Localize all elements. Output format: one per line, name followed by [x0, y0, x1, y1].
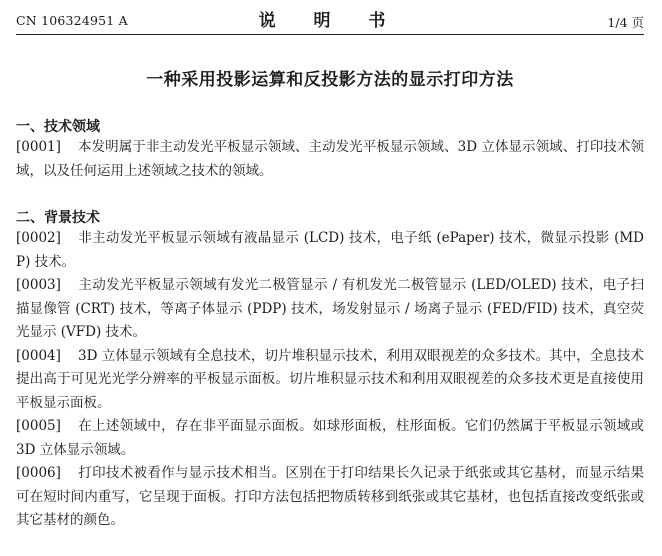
patent-number: CN 106324951 A — [16, 13, 128, 28]
paragraph-number: [0002] — [16, 230, 61, 246]
page-number: 1/4 页 — [607, 15, 644, 30]
paragraph-text: 3D 立体显示领域有全息技术，切片堆积显示技术，利用双眼视差的众多技术。其中，全息技术提出高于可见光光学分辨率的平板显示面板。切片堆积显示技术和利用双眼视差的众多技术更是直接使用平板显示面板。 — [16, 347, 644, 411]
paragraph — [16, 136, 644, 183]
paragraph-number: [0001] — [16, 139, 61, 155]
paragraph — [16, 227, 644, 274]
paragraph-number: [0004] — [16, 347, 61, 364]
page-header — [16, 0, 644, 35]
paragraph-number: [0003] — [16, 277, 61, 293]
paragraph — [16, 462, 644, 533]
paragraph — [16, 345, 644, 416]
paragraph — [16, 415, 644, 462]
paragraph-number: [0006] — [16, 465, 61, 481]
paragraph-text: 主动发光平板显示领域有发光二极管显示 / 有机发光二极管显示 (LED/OLED) 技术，电子扫描显像管 (CRT) 技术，等离子体显示 (PDP) 技术，场发射显示 / 场离子显示 (FED/FID) 技术，真空荧光显示 (VFD) 技术。 — [16, 277, 644, 340]
document-type-title: 说 明 书 — [258, 11, 402, 31]
paragraph-text: 在上述领域中，存在非平面显示面板。如球形面板，柱形面板。它们仍然属于平板显示领域或 3D 立体显示领域。 — [16, 418, 644, 458]
paragraph-number: [0005] — [16, 418, 61, 434]
paragraph — [16, 274, 644, 345]
invention-title: 一种采用投影运算和反投影方法的显示打印方法 — [146, 70, 514, 90]
section-heading-background: 二、背景技术 — [16, 210, 100, 226]
paragraph-text: 本发明属于非主动发光平板显示领域、主动发光平板显示领域、3D 立体显示领域、打印技术领域，以及任何运用上述领域之技术的领域。 — [16, 139, 644, 179]
paragraph-text: 非主动发光平板显示领域有液晶显示 (LCD) 技术，电子纸 (ePaper) 技术，微显示投影 (MDP) 技术。 — [16, 230, 644, 270]
paragraph-text: 打印技术被看作与显示技术相当。区别在于打印结果长久记录于纸张或其它基材，而显示结果可在短时间内重写，它呈现于面板。打印方法包括把物质转移到纸张或其它基材，也包括直接改变纸张或其它基材的颜色。 — [16, 465, 644, 528]
section-heading-technical-field: 一、技术领域 — [16, 119, 100, 135]
